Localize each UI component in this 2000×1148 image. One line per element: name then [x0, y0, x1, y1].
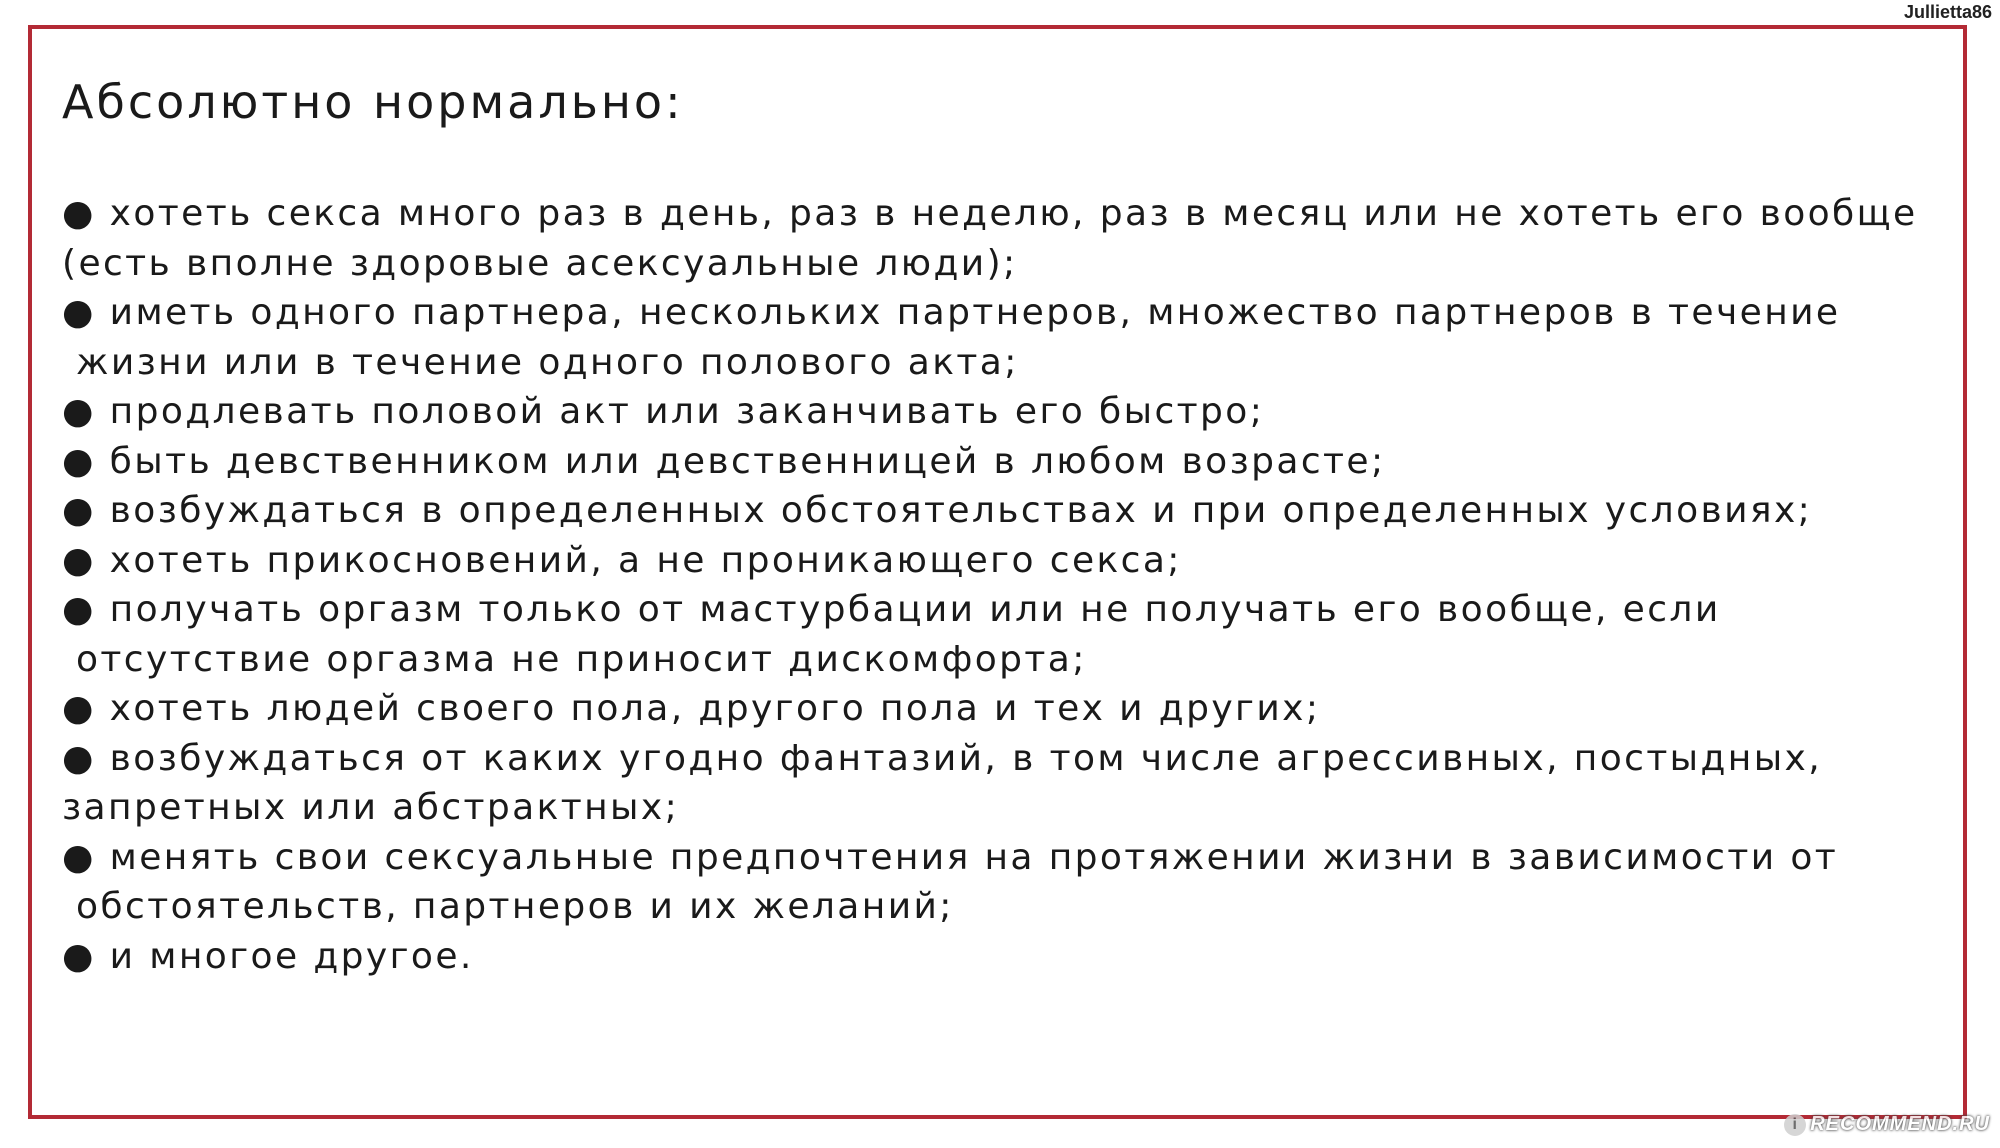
list-item-line [62, 437, 1918, 487]
list-item-line [62, 288, 1918, 338]
list-item-text: быть девственником или девственницей в любом возрасте; [109, 440, 1386, 482]
list-item [62, 932, 1918, 982]
bullet-icon: ● [62, 440, 96, 482]
bullet-icon: ● [62, 391, 96, 432]
list-item-continuation: запретных или абстрактных; [62, 787, 680, 828]
list-item-line [62, 932, 1918, 982]
list-item-text: хотеть людей своего пола, другого пола и тех и других; [109, 688, 1321, 729]
list-item [62, 734, 1918, 833]
site-watermark [1784, 1113, 1990, 1136]
bullet-icon: ● [62, 935, 96, 977]
list-item-continuation: (есть вполне здоровые асексуальные люди); [62, 242, 1018, 284]
list-item [62, 189, 1918, 288]
list-item [62, 684, 1918, 734]
list-item-text: менять свои сексуальные предпочтения на протяжении жизни в зависимости от [109, 836, 1839, 878]
watermark-logo-icon: i [1784, 1114, 1806, 1136]
list-item [62, 833, 1918, 932]
bullet-icon: ● [62, 737, 96, 779]
list-item-text: хотеть прикосновений, а не проникающего секса; [109, 539, 1182, 581]
watermark-text: RECOMMEND.RU [1810, 1113, 1990, 1135]
list-item-line [62, 486, 1918, 536]
list-item [62, 288, 1918, 387]
bullet-icon: ● [62, 193, 96, 234]
list-item [62, 585, 1918, 684]
list-item [62, 387, 1918, 437]
list-item-continuation: жизни или в течение одного полового акта; [76, 341, 1019, 383]
list-item-text: и многое другое. [109, 935, 474, 977]
author-username: Jullietta86 [1903, 2, 1992, 22]
bullet-icon: ● [62, 589, 96, 630]
list-item-line [62, 189, 1918, 239]
list-item-line [62, 585, 1918, 635]
list-item [62, 437, 1918, 487]
list-item-text: хотеть секса много раз в день, раз в неделю, раз в месяц или не хотеть его вообще [109, 193, 1918, 234]
list-item-text: возбуждаться в определенных обстоятельствах и при определенных условиях; [109, 490, 1813, 531]
bullet-icon: ● [62, 688, 96, 729]
bullet-icon: ● [62, 539, 96, 581]
bullet-icon: ● [62, 836, 96, 878]
list-item-continuation: отсутствие оргазма не приносит дискомфорта; [76, 638, 1087, 680]
list-item-line [62, 684, 1918, 734]
list-item-line [62, 536, 1918, 586]
bullet-icon: ● [62, 292, 96, 333]
bullet-list [62, 189, 1918, 981]
list-item-text: возбуждаться от каких угодно фантазий, в том числе агрессивных, постыдных, [109, 737, 1823, 779]
list-item [62, 536, 1918, 586]
list-item [62, 486, 1918, 536]
list-item-continuation: обстоятельств, партнеров и их желаний; [76, 886, 954, 927]
list-item-line [62, 734, 1918, 784]
page-title: Абсолютно нормально: [62, 75, 684, 129]
bullet-icon: ● [62, 490, 96, 531]
list-item-text: иметь одного партнера, нескольких партнеров, множество партнеров в течение [109, 292, 1841, 333]
list-item-text: получать оргазм только от мастурбации или не получать его вообще, если [109, 589, 1721, 630]
content-frame [28, 25, 1967, 1119]
list-item-text: продлевать половой акт или заканчивать его быстро; [109, 391, 1265, 432]
list-item-line [62, 833, 1918, 883]
list-item-line [62, 387, 1918, 437]
